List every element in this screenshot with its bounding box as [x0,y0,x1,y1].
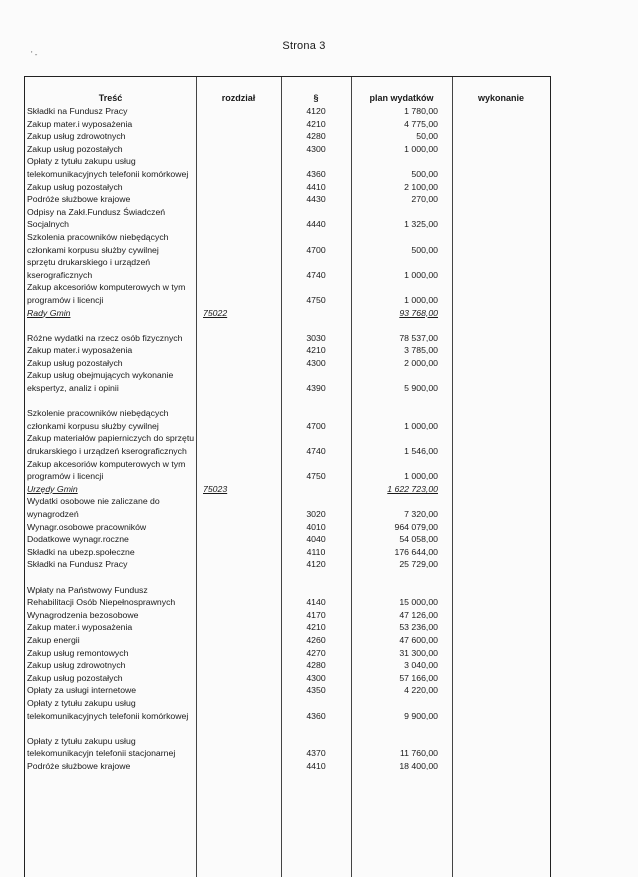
row-description: Zakup usług pozostałych [27,143,123,154]
table-row [25,634,550,647]
row-paragraf: 4350 [306,685,326,696]
row-plan-amount: 25 729,00 [399,559,438,570]
row-plan-amount: 4 775,00 [404,118,438,129]
row-paragraf: 4210 [306,345,326,356]
row-description: Zakup usług obejmujących wykonanie ekspertyz, analiz i opinii [27,370,174,394]
row-paragraf: 4700 [306,420,326,431]
row-description: Składki na Fundusz Pracy [27,559,128,570]
row-plan-amount: 2 100,00 [404,181,438,192]
table-row [25,760,550,773]
table-row [25,647,550,660]
table-body [25,105,550,772]
row-paragraf: 4300 [306,357,326,368]
row-description: Rady Gmin [27,307,71,318]
table-row [25,231,550,256]
row-plan-amount: 4 220,00 [404,685,438,696]
table-row [25,143,550,156]
row-description: Podróże służbowe krajowe [27,760,131,771]
row-paragraf: 4410 [306,181,326,192]
table-row [25,332,550,345]
header-wykonanie: wykonanie [477,93,524,103]
table-row [25,369,550,394]
row-plan-amount: 270,00 [411,194,438,205]
table-row [25,546,550,559]
table-row [25,684,550,697]
row-paragraf: 4750 [306,471,326,482]
row-plan-amount: 1 000,00 [404,471,438,482]
row-plan-amount: 47 126,00 [399,609,438,620]
row-plan-amount [351,483,438,496]
table-row [25,118,550,131]
table-row [25,584,550,609]
spacer-row [25,319,550,332]
row-plan-amount: 11 760,00 [399,748,438,759]
table-row [25,193,550,206]
row-plan-amount: 78 537,00 [399,332,438,343]
table-row [25,735,550,760]
row-description: Odpisy na Zakł.Fundusz Świadczeń Socjalnych [27,206,166,230]
header-tresc: Treść [98,93,123,103]
row-plan-amount: 54 058,00 [399,534,438,545]
row-plan-amount: 15 000,00 [399,597,438,608]
row-plan-amount: 1 325,00 [404,219,438,230]
row-description: Zakup materiałów papierniczych do sprzętu drukarskiego i urządzeń kserograficznych [27,433,195,457]
table-row [25,458,550,483]
row-plan-amount: 500,00 [411,168,438,179]
table-row [25,521,550,534]
row-description: Opłaty z tytułu zakupu usług telekomunikacyjnych telefonii komórkowej [27,156,189,179]
row-description: Opłaty z tytułu zakupu usług telekomunikacyjn telefonii stacjonarnej [27,735,176,759]
table-row [25,407,550,432]
row-paragraf: 3020 [306,509,326,519]
row-plan-amount: 1 000,00 [404,143,438,154]
table-row [25,181,550,194]
row-paragraf: 4750 [306,294,326,305]
row-description: Zakup akcesoriów komputerowych w tym programów i licencji [27,282,186,305]
row-paragraf: 4360 [306,168,326,179]
row-paragraf: 4740 [306,446,326,457]
header-plan: plan wydatków [369,93,434,103]
row-paragraf: 4360 [306,710,326,721]
table-row [25,130,550,143]
row-paragraf: 4210 [306,622,326,633]
table-row [25,533,550,546]
row-paragraf: 4700 [306,244,326,255]
row-description: Zakup mater.i wyposażenia [27,345,133,356]
row-description: Różne wydatki na rzecz osób fizycznych [27,332,183,343]
page-header: Strona 3 [282,40,326,52]
row-plan-amount: 2 000,00 [404,357,438,368]
table-row [25,105,550,118]
row-plan-amount: 5 900,00 [404,383,438,394]
row-description: Zakup usług pozostałych [27,357,123,368]
row-description: Dodatkowe wynagr.roczne [27,534,129,545]
row-description: Opłaty z tytułu zakupu usług telekomunikacyjnych telefonii komórkowej [27,697,189,721]
row-paragraf: 4410 [306,760,326,771]
row-paragraf: 4280 [306,660,326,671]
row-description: Zakup mater.i wyposażenia [27,118,133,129]
row-paragraf: 4170 [306,609,326,620]
row-plan-amount: 50,00 [416,131,438,142]
row-paragraf: 4110 [306,546,326,557]
table-row [25,344,550,357]
row-paragraf: 4370 [306,748,326,759]
row-plan-amount: 1 780,00 [404,106,438,116]
table-row [25,281,550,306]
row-plan-amount: 1 546,00 [404,446,438,457]
header-rozdzial: rozdział [221,93,256,103]
subtotal-row [25,483,550,496]
row-plan-amount: 3 040,00 [404,660,438,671]
row-description: Wydatki osobowe nie zaliczane do wynagrodzeń [27,496,160,519]
row-plan-amount: 1 000,00 [404,420,438,431]
row-paragraf: 4210 [306,118,326,129]
row-plan-amount: 3 785,00 [404,345,438,356]
row-paragraf: 4390 [306,383,326,394]
row-description: Zakup usług pozostałych [27,181,123,192]
row-paragraf: 4260 [306,634,326,645]
spacer-row [25,722,550,735]
row-plan-amount: 500,00 [411,244,438,255]
row-description: Szkolenia pracowników niebędących członkami korpusu służby cywilnej [27,231,169,255]
row-description: Zakup usług pozostałych [27,672,123,683]
row-description: Zakup energii [27,634,80,645]
subtotal-amount: 1 622 723,00 [387,483,438,494]
row-paragraf: 3030 [306,332,326,343]
row-paragraf: 4010 [306,521,326,532]
table-row [25,609,550,622]
row-plan-amount: 964 079,00 [394,521,438,532]
row-plan-amount: 176 644,00 [394,546,438,557]
row-rozdzial: 75022 [203,307,228,318]
table-row [25,697,550,722]
table-row [25,256,550,281]
row-plan-amount: 18 400,00 [399,760,438,771]
row-description: Wynagrodzenia bezosobowe [27,609,139,620]
row-description: sprzętu drukarskiego i urządzeń kserograficznych [27,257,151,280]
table-row [25,432,550,457]
row-paragraf: 4300 [306,672,326,683]
expense-table [24,76,551,877]
row-plan-amount: 31 300,00 [399,647,438,658]
row-description: Wynagr.osobowe pracowników [27,521,147,532]
subtotal-amount: 93 768,00 [399,307,438,318]
table-row [25,155,550,180]
spacer-row [25,571,550,584]
row-description: Opłaty za usługi internetowe [27,685,137,696]
row-description: Składki na ubezp.społeczne [27,546,135,557]
row-paragraf: 4140 [306,597,326,608]
table-row [25,495,550,520]
row-description: Zakup usług zdrowotnych [27,660,126,671]
table-row [25,621,550,634]
row-description: Zakup usług remontowych [27,647,129,658]
row-description: Zakup akcesoriów komputerowych w tym programów i licencji [27,458,186,482]
corner-mark: ' - [31,50,38,59]
table-row [25,659,550,672]
row-description: Wpłaty na Państwowy Fundusz Rehabilitacji Osób Niepełnosprawnych [27,584,176,608]
header-paragraf: § [313,93,319,103]
table-row [25,672,550,685]
row-description: Zakup usług zdrowotnych [27,131,126,142]
table-row [25,357,550,370]
row-plan-amount: 53 236,00 [399,622,438,633]
row-plan-amount: 57 166,00 [399,672,438,683]
row-paragraf: 4280 [306,131,326,142]
row-description: Szkolenie pracowników niebędących członkami korpusu służby cywilnej [27,408,169,431]
row-plan-amount: 1 000,00 [404,294,438,305]
row-paragraf: 4270 [306,647,326,658]
row-paragraf: 4740 [306,269,326,280]
row-description: Podróże służbowe krajowe [27,194,131,205]
row-description: Składki na Fundusz Pracy [27,106,128,116]
row-rozdzial: 75023 [203,483,228,494]
row-description: Urzędy Gmin [27,483,78,494]
row-paragraf: 4120 [306,559,326,570]
table-row [25,558,550,571]
row-paragraf: 4300 [306,143,326,154]
row-plan-amount: 47 600,00 [399,634,438,645]
row-paragraf: 4040 [306,534,326,545]
row-paragraf: 4120 [306,106,326,116]
row-paragraf: 4430 [306,194,326,205]
row-paragraf: 4440 [306,219,326,230]
table-row [25,206,550,231]
row-description: Zakup mater.i wyposażenia [27,622,133,633]
row-plan-amount: 7 320,00 [404,509,438,519]
spacer-row [25,395,550,408]
row-plan-amount [351,307,438,320]
row-plan-amount: 1 000,00 [404,269,438,280]
subtotal-row [25,307,550,320]
row-plan-amount: 9 900,00 [404,710,438,721]
